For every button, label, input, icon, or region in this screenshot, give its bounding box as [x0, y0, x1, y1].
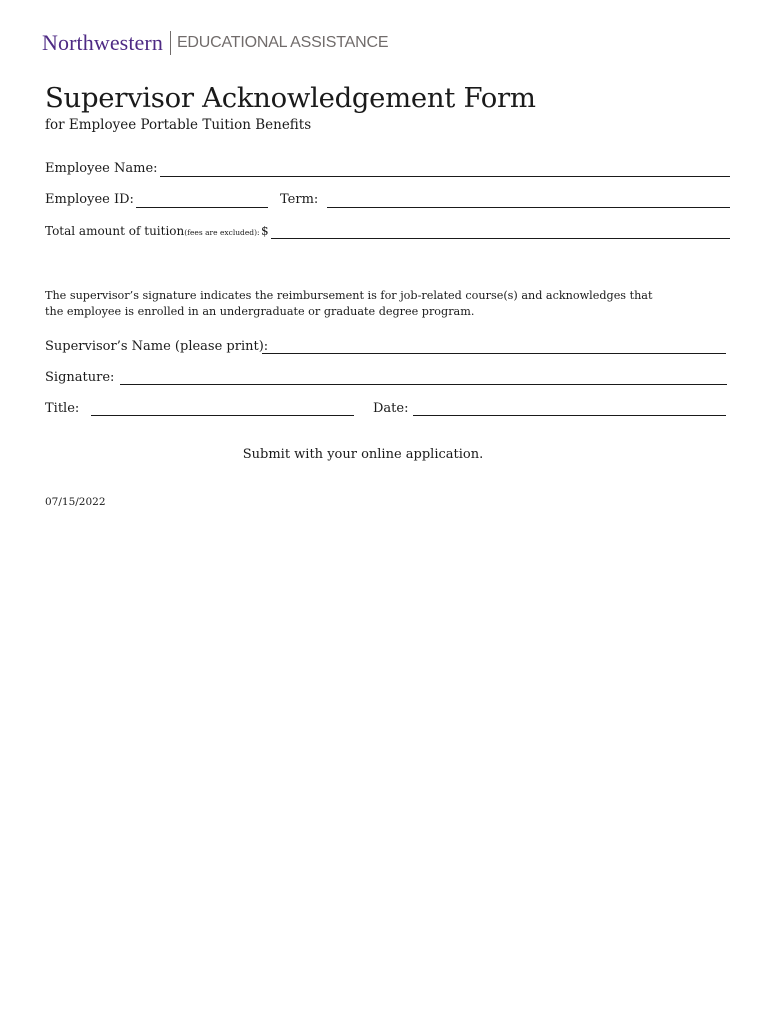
date-label: Date:	[373, 401, 409, 416]
submit-note: Submit with your online application.	[242, 447, 484, 462]
northwestern-logo	[42, 29, 388, 57]
employee-id-label: Employee ID:	[45, 192, 134, 207]
employee-name-label: Employee Name:	[45, 161, 158, 176]
tuition-amount-field[interactable]	[271, 222, 730, 239]
signature-field[interactable]	[120, 368, 727, 385]
tuition-label	[45, 224, 260, 238]
date-field[interactable]	[413, 399, 726, 416]
signature-label: Signature:	[45, 370, 115, 385]
logo-wordmark: Northwestern	[42, 30, 163, 55]
supervisor-statement	[45, 288, 652, 320]
logo-divider	[170, 31, 171, 55]
statement-line-2: the employee is enrolled in an undergraduate or graduate degree program.	[45, 305, 475, 318]
form-title: Supervisor Acknowledgement Form	[45, 82, 536, 114]
statement-line-1: The supervisor’s signature indicates the reimbursement is for job-related course(s) and acknowledges that	[45, 289, 653, 302]
revision-date: 07/15/2022	[45, 496, 106, 508]
title-field[interactable]	[91, 399, 354, 416]
tuition-label-text: Total amount of tuition	[45, 224, 185, 238]
title-label: Title:	[45, 401, 80, 416]
currency-symbol: $	[261, 224, 269, 238]
employee-name-field[interactable]	[160, 160, 730, 177]
term-label: Term:	[280, 192, 319, 207]
form-subtitle: for Employee Portable Tuition Benefits	[45, 117, 312, 133]
supervisor-name-label: Supervisor’s Name (please print):	[45, 339, 269, 354]
tuition-note: (fees are excluded):	[184, 228, 260, 237]
term-field[interactable]	[327, 191, 730, 208]
logo-department: EDUCATIONAL ASSISTANCE	[176, 34, 389, 51]
employee-id-field[interactable]	[136, 191, 268, 208]
supervisor-name-field[interactable]	[262, 337, 726, 354]
